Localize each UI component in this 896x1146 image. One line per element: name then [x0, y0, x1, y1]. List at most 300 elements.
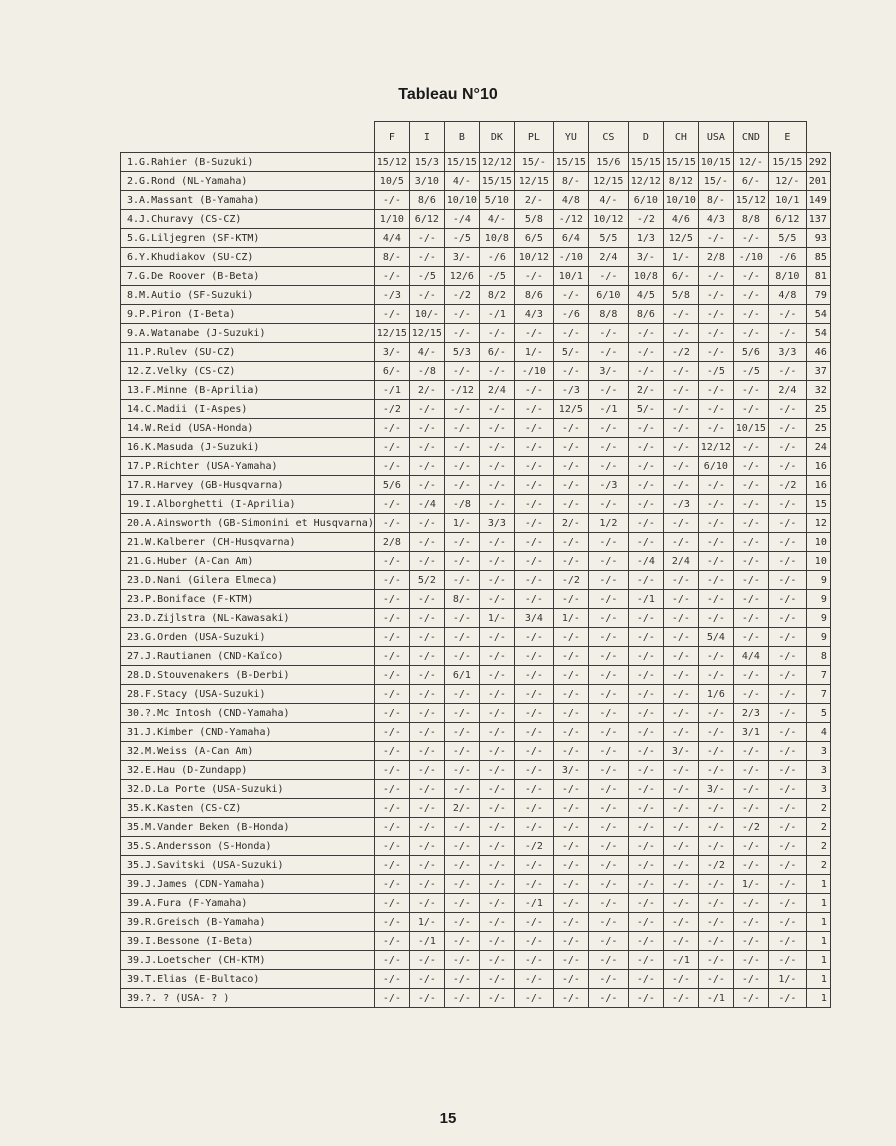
score-cell: -/- — [553, 685, 588, 704]
score-cell: -/3 — [663, 495, 698, 514]
table-row — [121, 229, 831, 248]
score-cell: -/1 — [514, 894, 553, 913]
score-cell: -/- — [479, 400, 514, 419]
score-cell: -/6 — [553, 305, 588, 324]
score-cell: -/- — [553, 970, 588, 989]
score-cell: -/- — [733, 438, 768, 457]
score-cell: 4/4 — [374, 229, 409, 248]
score-cell: -/- — [733, 590, 768, 609]
score-cell: -/- — [698, 381, 733, 400]
total-cell: 79 — [806, 286, 830, 305]
score-cell: 12/15 — [588, 172, 628, 191]
total-cell: 15 — [806, 495, 830, 514]
score-cell: 15/12 — [374, 153, 409, 172]
score-cell: 6/12 — [768, 210, 806, 229]
table-row — [121, 856, 831, 875]
score-cell: -/- — [628, 609, 663, 628]
score-cell: -/- — [733, 742, 768, 761]
table-row — [121, 400, 831, 419]
total-cell: 3 — [806, 742, 830, 761]
score-cell: -/- — [374, 305, 409, 324]
score-cell: -/- — [588, 742, 628, 761]
score-cell: 8/2 — [479, 286, 514, 305]
score-cell: -/- — [588, 761, 628, 780]
score-cell: -/3 — [553, 381, 588, 400]
score-cell: -/- — [628, 419, 663, 438]
rider-cell: 9.A.Watanabe (J-Suzuki) — [121, 324, 375, 343]
score-cell: -/- — [553, 419, 588, 438]
score-cell: 10/- — [409, 305, 444, 324]
score-cell: -/2 — [733, 818, 768, 837]
rider-cell: 4.J.Churavy (CS-CZ) — [121, 210, 375, 229]
score-cell: -/- — [663, 609, 698, 628]
score-cell: -/- — [444, 609, 479, 628]
score-cell: -/- — [698, 229, 733, 248]
rider-cell: 27.J.Rautianen (CND-Kaïco) — [121, 647, 375, 666]
score-cell: -/6 — [768, 248, 806, 267]
score-cell: -/- — [409, 951, 444, 970]
total-cell: 46 — [806, 343, 830, 362]
score-cell: -/3 — [588, 476, 628, 495]
score-cell: -/- — [444, 628, 479, 647]
score-cell: -/- — [444, 457, 479, 476]
score-cell: 6/10 — [698, 457, 733, 476]
rider-cell: 17.R.Harvey (GB-Husqvarna) — [121, 476, 375, 495]
score-cell: 10/15 — [698, 153, 733, 172]
score-cell: -/- — [663, 837, 698, 856]
score-cell: -/- — [588, 590, 628, 609]
score-cell: -/8 — [409, 362, 444, 381]
total-cell: 137 — [806, 210, 830, 229]
score-cell: -/10 — [514, 362, 553, 381]
score-cell: 10/8 — [479, 229, 514, 248]
table-row — [121, 267, 831, 286]
score-cell: -/- — [409, 248, 444, 267]
score-cell: -/- — [553, 362, 588, 381]
column-header: DK — [479, 122, 514, 153]
score-cell: 3/- — [444, 248, 479, 267]
column-header: PL — [514, 122, 553, 153]
rider-cell: 35.K.Kasten (CS-CZ) — [121, 799, 375, 818]
score-cell: -/- — [628, 495, 663, 514]
rider-cell: 8.M.Autio (SF-Suzuki) — [121, 286, 375, 305]
score-cell: -/2 — [514, 837, 553, 856]
score-cell: -/- — [698, 324, 733, 343]
score-cell: 4/- — [588, 191, 628, 210]
score-cell: -/- — [444, 305, 479, 324]
score-cell: -/- — [733, 837, 768, 856]
score-cell: 4/3 — [698, 210, 733, 229]
score-cell: -/- — [663, 628, 698, 647]
table-row — [121, 685, 831, 704]
score-cell: -/- — [479, 742, 514, 761]
score-cell: 1/10 — [374, 210, 409, 229]
score-cell: 5/3 — [444, 343, 479, 362]
score-cell: -/- — [768, 552, 806, 571]
score-cell: -/- — [588, 875, 628, 894]
score-cell: -/- — [698, 913, 733, 932]
score-cell: -/- — [628, 343, 663, 362]
score-cell: 8/8 — [588, 305, 628, 324]
score-cell: -/1 — [479, 305, 514, 324]
rider-cell: 39.?. ? (USA- ? ) — [121, 989, 375, 1008]
column-header: CND — [733, 122, 768, 153]
score-cell: -/- — [663, 590, 698, 609]
score-cell: -/- — [514, 476, 553, 495]
score-cell: -/- — [698, 742, 733, 761]
table-row — [121, 305, 831, 324]
score-cell: -/- — [514, 647, 553, 666]
score-cell: -/- — [698, 723, 733, 742]
score-cell: 8/6 — [514, 286, 553, 305]
table-body — [121, 153, 831, 1008]
score-cell: -/- — [588, 780, 628, 799]
rider-cell: 32.M.Weiss (A-Can Am) — [121, 742, 375, 761]
rider-cell: 39.A.Fura (F-Yamaha) — [121, 894, 375, 913]
score-cell: -/- — [553, 704, 588, 723]
score-cell: 2/- — [409, 381, 444, 400]
score-cell: -/- — [768, 362, 806, 381]
score-cell: -/- — [768, 590, 806, 609]
score-cell: -/- — [553, 324, 588, 343]
rider-cell: 32.D.La Porte (USA-Suzuki) — [121, 780, 375, 799]
score-cell: 1/3 — [628, 229, 663, 248]
score-cell: -/- — [409, 229, 444, 248]
score-cell: -/- — [444, 571, 479, 590]
score-cell: -/- — [733, 799, 768, 818]
score-cell: -/- — [553, 780, 588, 799]
score-cell: -/12 — [444, 381, 479, 400]
score-cell: 4/4 — [733, 647, 768, 666]
score-cell: 10/1 — [553, 267, 588, 286]
table-row — [121, 476, 831, 495]
score-cell: 1/- — [409, 913, 444, 932]
score-cell: 6/- — [479, 343, 514, 362]
score-cell: -/- — [733, 381, 768, 400]
score-cell: 3/- — [628, 248, 663, 267]
score-cell: -/- — [663, 419, 698, 438]
score-cell: -/- — [588, 894, 628, 913]
score-cell: -/- — [444, 742, 479, 761]
score-cell: -/- — [588, 324, 628, 343]
total-cell: 9 — [806, 590, 830, 609]
score-cell: -/- — [479, 324, 514, 343]
score-cell: -/- — [479, 989, 514, 1008]
score-cell: -/- — [444, 324, 479, 343]
score-cell: -/1 — [409, 932, 444, 951]
score-cell: -/- — [663, 875, 698, 894]
score-cell: -/- — [553, 856, 588, 875]
score-cell: 8/10 — [768, 267, 806, 286]
score-cell: -/- — [409, 476, 444, 495]
score-cell: -/- — [768, 571, 806, 590]
score-cell: -/- — [698, 970, 733, 989]
rider-cell: 12.Z.Velky (CS-CZ) — [121, 362, 375, 381]
score-cell: -/- — [514, 685, 553, 704]
total-cell: 292 — [806, 153, 830, 172]
score-cell: 4/5 — [628, 286, 663, 305]
score-cell: 8/8 — [733, 210, 768, 229]
score-cell: 15/- — [698, 172, 733, 191]
table-row — [121, 628, 831, 647]
score-cell: 15/15 — [553, 153, 588, 172]
score-cell: -/- — [628, 799, 663, 818]
score-cell: -/- — [698, 932, 733, 951]
score-cell: 3/- — [588, 362, 628, 381]
score-cell: -/- — [768, 495, 806, 514]
score-cell: -/- — [514, 419, 553, 438]
score-cell: -/1 — [374, 381, 409, 400]
score-cell: 2/- — [553, 514, 588, 533]
score-cell: -/- — [374, 856, 409, 875]
score-cell: -/- — [514, 704, 553, 723]
score-cell: -/- — [479, 552, 514, 571]
score-cell: -/- — [663, 780, 698, 799]
table-row — [121, 343, 831, 362]
score-cell: 1/- — [553, 609, 588, 628]
score-cell: -/- — [588, 913, 628, 932]
score-cell: -/- — [698, 552, 733, 571]
score-cell: -/- — [768, 305, 806, 324]
score-cell: -/- — [663, 381, 698, 400]
score-cell: 2/- — [444, 799, 479, 818]
score-cell: -/- — [444, 856, 479, 875]
score-cell: 1/6 — [698, 685, 733, 704]
table-row — [121, 951, 831, 970]
rider-cell: 39.R.Greisch (B-Yamaha) — [121, 913, 375, 932]
score-cell: -/- — [374, 913, 409, 932]
score-cell: -/- — [628, 457, 663, 476]
score-cell: 12/12 — [479, 153, 514, 172]
total-cell: 9 — [806, 571, 830, 590]
score-cell: -/2 — [553, 571, 588, 590]
score-cell: -/- — [479, 704, 514, 723]
score-cell: -/- — [409, 628, 444, 647]
score-cell: -/1 — [588, 400, 628, 419]
score-cell: -/- — [479, 951, 514, 970]
score-cell: -/- — [479, 780, 514, 799]
score-cell: -/- — [553, 628, 588, 647]
score-cell: 3/4 — [514, 609, 553, 628]
score-cell: -/- — [588, 438, 628, 457]
score-cell: 2/4 — [663, 552, 698, 571]
score-cell: -/- — [514, 324, 553, 343]
score-cell: 5/2 — [409, 571, 444, 590]
score-cell: -/- — [553, 533, 588, 552]
score-cell: -/- — [768, 400, 806, 419]
score-cell: -/- — [409, 647, 444, 666]
score-cell: -/- — [374, 932, 409, 951]
score-cell: -/- — [553, 932, 588, 951]
score-cell: -/- — [768, 723, 806, 742]
score-cell: -/- — [628, 571, 663, 590]
total-cell: 1 — [806, 875, 830, 894]
score-cell: -/- — [514, 400, 553, 419]
total-cell: 5 — [806, 704, 830, 723]
score-cell: -/- — [374, 723, 409, 742]
rider-cell: 23.P.Boniface (F-KTM) — [121, 590, 375, 609]
score-cell: -/- — [479, 457, 514, 476]
total-cell: 32 — [806, 381, 830, 400]
score-cell: -/- — [479, 647, 514, 666]
score-cell: -/- — [374, 989, 409, 1008]
table-row — [121, 590, 831, 609]
score-cell: -/- — [733, 932, 768, 951]
score-cell: -/- — [479, 628, 514, 647]
score-cell: 12/12 — [628, 172, 663, 191]
score-cell: -/- — [514, 381, 553, 400]
score-cell: -/- — [479, 685, 514, 704]
score-cell: -/- — [409, 704, 444, 723]
rider-cell: 35.J.Savitski (USA-Suzuki) — [121, 856, 375, 875]
score-cell: -/- — [514, 552, 553, 571]
score-cell: -/- — [553, 913, 588, 932]
table-row — [121, 761, 831, 780]
score-cell: -/- — [733, 970, 768, 989]
score-cell: -/- — [409, 514, 444, 533]
score-cell: -/- — [514, 457, 553, 476]
score-cell: -/- — [409, 286, 444, 305]
score-cell: 8/- — [374, 248, 409, 267]
score-cell: -/- — [409, 400, 444, 419]
score-cell: -/- — [444, 989, 479, 1008]
score-cell: -/- — [409, 799, 444, 818]
header-corner — [121, 122, 375, 153]
score-cell: -/- — [553, 818, 588, 837]
score-cell: -/- — [698, 799, 733, 818]
total-cell: 2 — [806, 799, 830, 818]
score-cell: -/- — [444, 533, 479, 552]
score-cell: -/- — [663, 970, 698, 989]
rider-cell: 20.A.Ainsworth (GB-Simonini et Husqvarna) — [121, 514, 375, 533]
score-cell: -/- — [768, 856, 806, 875]
score-cell: -/- — [768, 647, 806, 666]
score-cell: 2/4 — [588, 248, 628, 267]
score-cell: 8/6 — [409, 191, 444, 210]
rider-cell: 11.P.Rulev (SU-CZ) — [121, 343, 375, 362]
score-cell: -/- — [409, 590, 444, 609]
score-cell: -/- — [768, 989, 806, 1008]
score-cell: 8/- — [553, 172, 588, 191]
score-cell: -/- — [374, 685, 409, 704]
score-cell: -/- — [409, 837, 444, 856]
score-cell: -/- — [514, 799, 553, 818]
score-cell: -/- — [768, 666, 806, 685]
score-cell: -/- — [444, 837, 479, 856]
score-cell: -/- — [409, 552, 444, 571]
score-cell: -/- — [444, 951, 479, 970]
score-cell: -/- — [588, 989, 628, 1008]
total-cell: 3 — [806, 780, 830, 799]
score-cell: 4/3 — [514, 305, 553, 324]
score-cell: -/- — [479, 875, 514, 894]
score-cell: -/- — [479, 856, 514, 875]
score-cell: -/- — [374, 571, 409, 590]
total-cell: 9 — [806, 628, 830, 647]
table-row — [121, 704, 831, 723]
score-cell: -/- — [628, 989, 663, 1008]
score-cell: -/2 — [698, 856, 733, 875]
total-cell: 25 — [806, 400, 830, 419]
score-cell: -/- — [553, 552, 588, 571]
results-table — [120, 121, 831, 1008]
score-cell: -/- — [553, 438, 588, 457]
column-header: F — [374, 122, 409, 153]
score-cell: -/- — [479, 362, 514, 381]
score-cell: -/- — [628, 533, 663, 552]
score-cell: -/- — [768, 818, 806, 837]
score-cell: -/- — [553, 647, 588, 666]
score-cell: -/- — [374, 628, 409, 647]
table-row — [121, 324, 831, 343]
score-cell: -/- — [444, 400, 479, 419]
score-cell: -/- — [514, 590, 553, 609]
score-cell: -/- — [588, 685, 628, 704]
table-row — [121, 970, 831, 989]
score-cell: -/- — [514, 989, 553, 1008]
total-cell: 201 — [806, 172, 830, 191]
score-cell: -/- — [733, 913, 768, 932]
score-cell: -/- — [588, 799, 628, 818]
score-cell: -/4 — [409, 495, 444, 514]
score-cell: -/- — [553, 837, 588, 856]
score-cell: -/- — [663, 685, 698, 704]
score-cell: 6/10 — [628, 191, 663, 210]
score-cell: 1/- — [514, 343, 553, 362]
page-number: 15 — [439, 1110, 457, 1127]
table-row — [121, 932, 831, 951]
score-cell: -/8 — [444, 495, 479, 514]
score-cell: -/- — [628, 685, 663, 704]
score-cell: -/- — [374, 875, 409, 894]
score-cell: -/- — [663, 324, 698, 343]
score-cell: -/- — [588, 932, 628, 951]
score-cell: -/- — [553, 286, 588, 305]
score-cell: -/- — [663, 913, 698, 932]
score-cell: 15/15 — [479, 172, 514, 191]
table-row — [121, 438, 831, 457]
score-cell: -/- — [628, 951, 663, 970]
table-row — [121, 362, 831, 381]
score-cell: -/- — [733, 552, 768, 571]
score-cell: -/- — [444, 913, 479, 932]
rider-cell: 30.?.Mc Intosh (CND-Yamaha) — [121, 704, 375, 723]
score-cell: -/- — [768, 913, 806, 932]
total-cell: 54 — [806, 305, 830, 324]
score-cell: -/- — [733, 609, 768, 628]
total-cell: 12 — [806, 514, 830, 533]
score-cell: -/2 — [628, 210, 663, 229]
total-cell: 1 — [806, 989, 830, 1008]
score-cell: -/- — [553, 666, 588, 685]
score-cell: -/3 — [374, 286, 409, 305]
total-cell: 1 — [806, 951, 830, 970]
column-header: USA — [698, 122, 733, 153]
total-cell: 3 — [806, 761, 830, 780]
score-cell: 3/- — [663, 742, 698, 761]
score-cell: -/- — [768, 932, 806, 951]
score-cell: 1/- — [479, 609, 514, 628]
score-cell: -/- — [374, 267, 409, 286]
score-cell: -/- — [514, 571, 553, 590]
score-cell: 3/- — [553, 761, 588, 780]
score-cell: -/- — [588, 856, 628, 875]
score-cell: -/- — [374, 590, 409, 609]
score-cell: -/- — [628, 932, 663, 951]
score-cell: 5/8 — [514, 210, 553, 229]
rider-cell: 35.S.Andersson (S-Honda) — [121, 837, 375, 856]
score-cell: -/- — [444, 818, 479, 837]
